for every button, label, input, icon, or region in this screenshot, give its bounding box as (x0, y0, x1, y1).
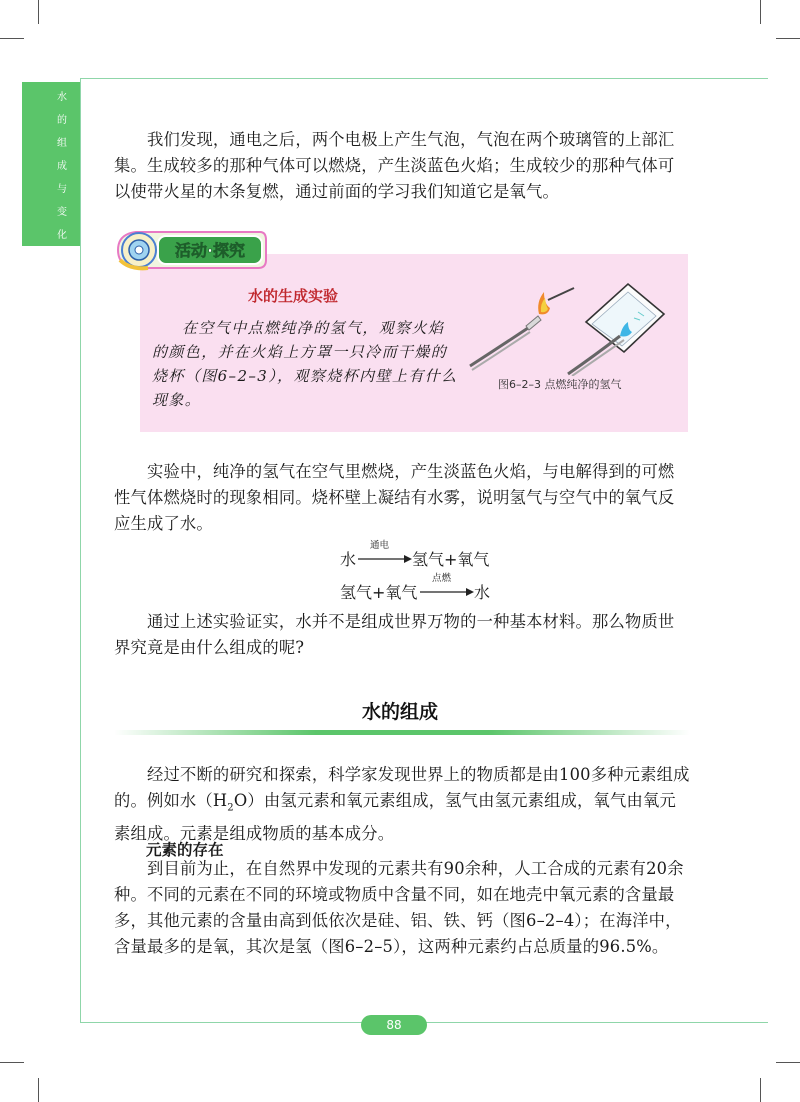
equation-electrolysis (340, 540, 510, 569)
crop-mark (760, 1078, 761, 1102)
side-tab-char: 组 (57, 138, 67, 149)
page-frame-top (80, 78, 768, 79)
crop-mark (38, 0, 39, 24)
subheading: 元素的存在 (146, 841, 224, 859)
paragraph-text: O）由氢元素和氧元素组成，氢气由氢元素组成，氧气由氧元素组成。元素是组成物质的基本成分。 (114, 791, 676, 844)
crop-mark (0, 1062, 24, 1063)
activity-badge (112, 224, 268, 276)
equation-reactant: 氢气+氧气 (340, 583, 418, 602)
crop-mark (776, 1062, 800, 1063)
equation-condition: 点燃 (432, 573, 452, 584)
paragraph-question: 通过上述实验证实，水并不是组成世界万物的一种基本材料。那么物质世界究竟是由什么组成的呢? (114, 612, 675, 657)
crop-mark (776, 38, 800, 39)
equation-combustion (340, 573, 510, 602)
page-number: 88 (361, 1015, 427, 1035)
equation-product: 氢气+氧气 (412, 550, 490, 569)
reaction-arrow-icon (420, 588, 474, 596)
equation-reactant: 水 (340, 550, 357, 569)
activity-title: 水的生成实验 (248, 287, 339, 305)
side-tab-char: 成 (57, 161, 67, 172)
paragraph-element-abundance: 到目前为止，在自然界中发现的元素共有90余种，人工合成的元素有20余种。不同的元素在不同的环境或物质中含量不同，如在地壳中氧元素的含量最多，其他元素的含量由高到低依次是硅、铝、铁、钙（图6–2–4）；在海洋中，含量最多的是氧，其次是氢（图6–2–5），这两种元素约占总质量的96.5%。 (114, 859, 684, 956)
crop-mark (38, 1078, 39, 1102)
paragraph-hydrogen-burning: 实验中，纯净的氢气在空气里燃烧，产生淡蓝色火焰，与电解得到的可燃性气体燃烧时的现象相同。烧杯壁上凝结有水雾，说明氢气与空气中的氧气反应生成了水。 (114, 462, 675, 533)
activity-badge-label: 活动·探究 (174, 241, 246, 260)
equation-condition: 通电 (370, 540, 390, 551)
reaction-arrow-icon (358, 555, 412, 563)
figure-caption: 图6–2–3 点燃纯净的氢气 (498, 378, 622, 391)
subscript: 2 (227, 802, 234, 814)
page-frame-left (80, 78, 81, 1022)
side-tab-char: 化 (57, 230, 67, 241)
paragraph-text: 经过不断的研究和探索，科学家发现世界上的物质都是由100多种元素组成的。例如水（H (114, 765, 690, 810)
activity-instructions: 在空气中点燃纯净的氢气，观察火焰的颜色，并在火焰上方罩一只冷而干燥的烧杯（图6–2–3），观察烧杯内壁上有什么现象。 (152, 319, 458, 409)
chapter-side-tab (22, 82, 80, 246)
side-tab-char: 的 (57, 115, 67, 126)
section-underline (114, 730, 690, 735)
paragraph-elements-intro (114, 762, 690, 847)
paragraph-gas-observation: 我们发现，通电之后，两个电极上产生气泡，气泡在两个玻璃管的上部汇集。生成较多的那种气体可以燃烧，产生淡蓝色火焰；生成较少的那种气体可以使带火星的木条复燃，通过前面的学习我们知道它是氧气。 (114, 130, 675, 201)
equation-product: 水 (474, 583, 491, 602)
side-tab-char: 水 (57, 92, 67, 103)
side-tab-char: 变 (57, 207, 67, 218)
crop-mark (760, 0, 761, 24)
section-title: 水的组成 (361, 701, 438, 723)
hydrogen-flame-illustration (468, 278, 668, 376)
crop-mark (0, 38, 24, 39)
side-tab-char: 与 (57, 184, 67, 195)
